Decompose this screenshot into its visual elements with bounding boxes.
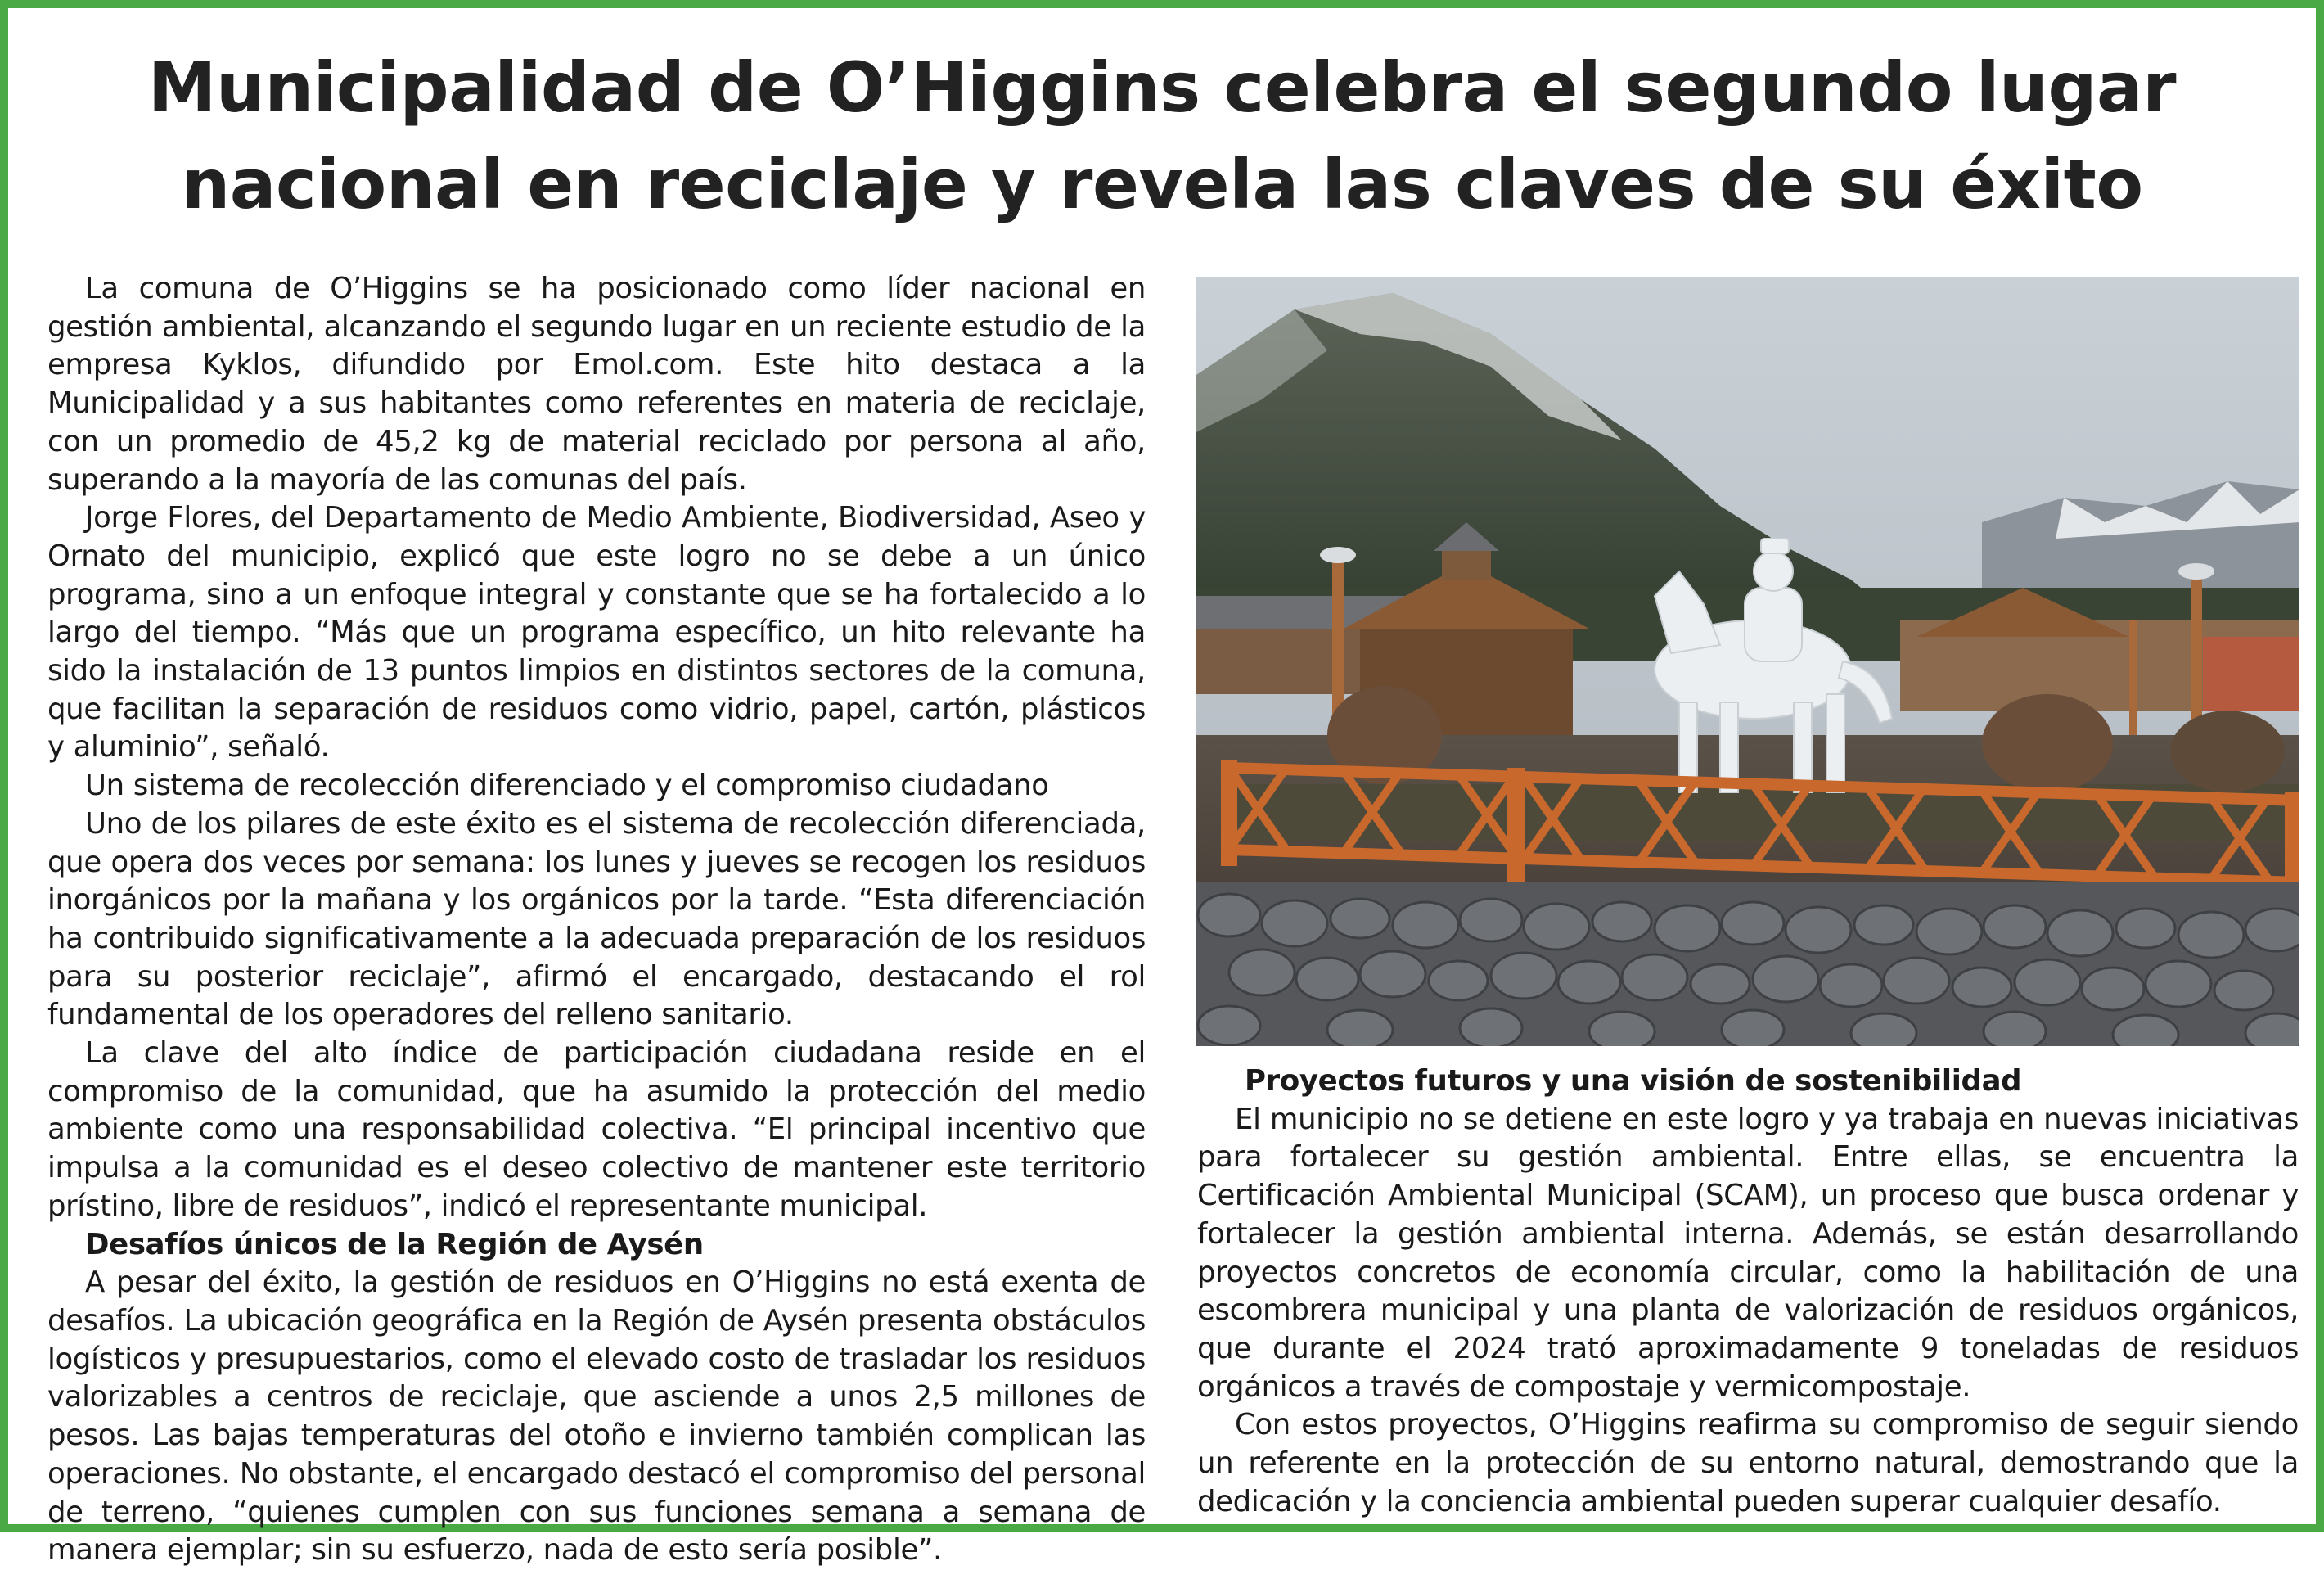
- right-column: [1197, 1062, 2299, 1521]
- paragraph: Uno de los pilares de este éxito es el sistema de recolección diferenciada, que opera dos veces por semana: los lunes y jueves se recogen los residuos inorgánicos por la mañana y los orgánicos por la tarde. “Esta diferenciación ha contribuido significativamente a la adecuada preparación de los residuos para su posterior reciclaje”, afirmó el encargado, destacando el rol fundamental de los operadores del relleno sanitario.: [47, 806, 1146, 1032]
- plaza-statue-image: [1196, 277, 2299, 1046]
- paragraph: El municipio no se detiene en este logro y ya trabaja en nuevas iniciativas para fortalecer su gestión ambiental. Entre ellas, se encuentra la Certificación Ambiental Municipal (SCAM), un proceso que busca ordenar y fortalecer la gestión ambiental interna. Además, se están desarrollando proyectos concretos de economía circular, como la habilitación de una escombrera municipal y una planta de valorización de residuos orgánicos, que durante el 2024 trató aproximadamente 9 toneladas de residuos orgánicos a través de compostaje y vermicompostaje.: [1197, 1102, 2299, 1404]
- paragraph: La clave del alto índice de participación ciudadana reside en el compromiso de la comunidad, que ha asumido la protección del medio ambiente como una responsabilidad colectiva. “El principal incentivo que impulsa a la comunidad es el deseo colectivo de mantener este territorio prístino, libre de residuos”, indicó el representante municipal.: [47, 1036, 1146, 1223]
- paragraph: A pesar del éxito, la gestión de residuos en O’Higgins no está exenta de desafíos. La ubicación geográfica en la Región de Aysén presenta obstáculos logísticos y presupuestarios, como el elevado costo de trasladar los residuos valorizables a centros de reciclaje, que asciende a unos 2,5 millones de pesos. Las bajas temperaturas del otoño e invierno también complican las operaciones. No obstante, el encargado destacó el compromiso del personal de terreno, “quienes cumplen con sus funciones semana a semana de manera ejemplar; sin su esfuerzo, nada de esto sería posible”.: [47, 1265, 1146, 1568]
- subheading-plain: Un sistema de recolección diferenciado y el compromiso ciudadano: [85, 769, 1049, 803]
- headline: Municipalidad de O’Higgins celebra el segundo lugar nacional en reciclaje y revela las claves de su éxito: [147, 47, 2177, 224]
- paragraph: Con estos proyectos, O’Higgins reafirma su compromiso de seguir siendo un referente en la protección de su entorno natural, demostrando que la dedicación y la conciencia ambiental pueden superar cualquier desafío.: [1197, 1408, 2299, 1518]
- subheading-aysen: Desafíos únicos de la Región de Aysén: [85, 1227, 704, 1261]
- paragraph: La comuna de O’Higgins se ha posicionado como líder nacional en gestión ambiental, alcanzando el segundo lugar en un reciente estudio de la empresa Kyklos, difundido por Emol.com. Este hito destaca a la Municipalidad y a sus habitantes como referentes en materia de reciclaje, con un promedio de 45,2 kg de material reciclado por persona al año, superando a la mayoría de las comunas del país.: [47, 272, 1146, 497]
- paragraph: Jorge Flores, del Departamento de Medio Ambiente, Biodiversidad, Aseo y Ornato del municipio, explicó que este logro no se debe a un único programa, sino a un enfoque integral y constante que se ha fortalecido a lo largo del tiempo. “Más que un programa específico, un hito relevante ha sido la instalación de 13 puntos limpios en distintos sectores de la comuna, que facilitan la separación de residuos como vidrio, papel, cartón, plásticos y aluminio”, señaló.: [47, 501, 1146, 765]
- subheading-proyectos: Proyectos futuros y una visión de sostenibilidad: [1245, 1064, 2022, 1098]
- article-photo: [1196, 277, 2299, 1046]
- left-column: [47, 270, 1146, 1570]
